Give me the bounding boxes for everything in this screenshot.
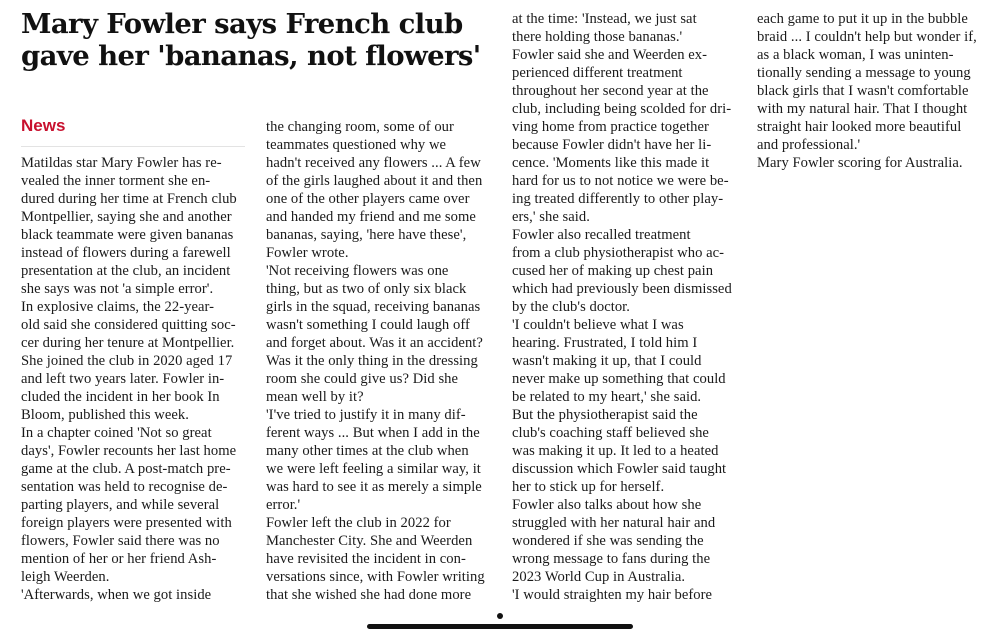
article-text-line: many other times at the club when (266, 443, 469, 459)
article-text-line: each game to put it up in the bubble (757, 11, 968, 27)
article-text-line: have revisited the incident in con- (266, 551, 466, 567)
article-headline: Mary Fowler says French club gave her 'bananas, not flowers' (21, 8, 481, 72)
article-text-line: cer during her tenure at Montpellier. (21, 335, 235, 351)
article-text-line: instead of flowers during a farewell (21, 245, 231, 261)
article-text-line: She joined the club in 2020 aged 17 (21, 353, 233, 369)
article-text-line: wondered if she was sending the (512, 533, 704, 549)
article-text-line: ing treated differently to other play- (512, 191, 724, 207)
article-text-line: ers,' she said. (512, 209, 590, 225)
article-text-line: In explosive claims, the 22-year- (21, 299, 215, 315)
article-text-line: perienced different treatment (512, 65, 683, 81)
article-text-line: she says was not 'a simple error'. (21, 281, 214, 297)
article-text-line: Fowler also recalled treatment (512, 227, 691, 243)
article-text-line: never make up something that could (512, 371, 726, 387)
article-text-line: her to stick up for herself. (512, 479, 665, 495)
article-text-line: throughout her second year at the (512, 83, 709, 99)
article-text-line: 'I would straighten my hair before (512, 587, 713, 603)
article-text-line: was hard to see it as merely a simple (266, 479, 482, 495)
article-text-line: 2023 World Cup in Australia. (512, 569, 686, 585)
article-text-line: Montpellier, saying she and another (21, 209, 232, 225)
article-text-line: tionally sending a message to young (757, 65, 971, 81)
article-text-line: parting players, and while several (21, 497, 220, 513)
home-indicator-bar[interactable] (367, 624, 633, 629)
article-text-line: versations since, with Fowler writing (266, 569, 485, 585)
article-text-line: there holding those bananas.' (512, 29, 683, 45)
article-text-line: dured during her time at French club (21, 191, 237, 207)
article-text-line: 'I've tried to justify it in many dif- (266, 407, 466, 423)
article-text-line: 'Afterwards, when we got inside (21, 587, 212, 603)
article-text-line: Fowler said she and Weerden ex- (512, 47, 708, 63)
article-text-line: game at the club. A post-match pre- (21, 461, 231, 477)
article-text-line: struggled with her natural hair and (512, 515, 716, 531)
article-text-line: girls in the squad, receiving bananas (266, 299, 481, 315)
article-text-line: hearing. Frustrated, I told him I (512, 335, 698, 351)
article-text-line: with my natural hair. That I thought (757, 101, 968, 117)
article-text-line: Matildas star Mary Fowler has re- (21, 155, 222, 171)
article-text-line: club, including being scolded for dri- (512, 101, 732, 117)
article-text-line: hard for us to not notice we were be- (512, 173, 729, 189)
article-text-line: and professional.' (757, 137, 861, 153)
article-text-line: wasn't making it up, that I could (512, 353, 702, 369)
article-text-line: vealed the inner torment she en- (21, 173, 211, 189)
article-text-line: and left two years later. Fowler in- (21, 371, 225, 387)
article-text-line: Fowler left the club in 2022 for (266, 515, 451, 531)
article-text-line: mention of her or her friend Ash- (21, 551, 217, 567)
article-text-line: flowers, Fowler said there was no (21, 533, 220, 549)
article-text-line: one of the other players came over (266, 191, 470, 207)
article-text-line: Fowler wrote. (266, 245, 349, 261)
article-text-line: Manchester City. She and Weerden (266, 533, 473, 549)
article-text-line: leigh Weerden. (21, 569, 110, 585)
article-text-line: ving home from practice together (512, 119, 709, 135)
article-text-line: Bloom, published this week. (21, 407, 189, 423)
article-text-line: black girls that I wasn't comfortable (757, 83, 969, 99)
article-text-line: from a club physiotherapist who ac- (512, 245, 725, 261)
article-text-line: 'I couldn't believe what I was (512, 317, 684, 333)
article-text-line: club's coaching staff believed she (512, 425, 709, 441)
article-text-line: bananas, saying, 'here have these', (266, 227, 467, 243)
article-text-line: cused her of making up chest pain (512, 263, 714, 279)
article-text-line: presentation at the club, an incident (21, 263, 231, 279)
article-text-line: of the girls laughed about it and then (266, 173, 483, 189)
article-text-line: sentation was held to recognise de- (21, 479, 228, 495)
article-text-line: at the time: 'Instead, we just sat (512, 11, 697, 27)
article-text-line: teammates questioned why we (266, 137, 447, 153)
article-text-line: In a chapter coined 'Not so great (21, 425, 212, 441)
article-text-line: mean well by it? (266, 389, 364, 405)
article-text-line: cluded the incident in her book In (21, 389, 220, 405)
article-text-line: by the club's doctor. (512, 299, 630, 315)
article-text-line: wrong message to fans during the (512, 551, 711, 567)
article-text-line: braid ... I couldn't help but wonder if, (757, 29, 977, 45)
article-text-line: and handed my friend and me some (266, 209, 476, 225)
article-text-line: as a black woman, I was uninten- (757, 47, 954, 63)
article-text-line: and forget about. Was it an accident? (266, 335, 483, 351)
article-text-line: which had previously been dismissed (512, 281, 732, 297)
page-indicator-dot (497, 613, 503, 619)
section-label: News (21, 116, 245, 147)
article-text-line: be related to my heart,' she said. (512, 389, 702, 405)
article-text-line: that she wished she had done more (266, 587, 472, 603)
article-text-line: black teammate were given bananas (21, 227, 234, 243)
article-text-line: the changing room, some of our (266, 119, 454, 135)
article-text-line: But the physiotherapist said the (512, 407, 698, 423)
article-text-line: hadn't received any flowers ... A few (266, 155, 481, 171)
article-text-line: 'Not receiving flowers was one (266, 263, 449, 279)
article-text-line: error.' (266, 497, 301, 513)
article-text-line: ferent ways ... But when I add in the (266, 425, 480, 441)
article-text-line: cence. 'Moments like this made it (512, 155, 710, 171)
article-text-line: because Fowler didn't have her li- (512, 137, 712, 153)
article-text-line: we were left feeling a similar way, it (266, 461, 481, 477)
article-text-line: Fowler also talks about how she (512, 497, 702, 513)
article-text-line: old said she considered quitting soc- (21, 317, 236, 333)
article-text-line: discussion which Fowler said taught (512, 461, 727, 477)
article-text-line: Mary Fowler scoring for Australia. (757, 155, 963, 171)
article-text-line: straight hair looked more beautiful (757, 119, 962, 135)
article-text-line: room she could give us? Did she (266, 371, 459, 387)
article-text-line: was making it up. It led to a heated (512, 443, 719, 459)
article-text-line: thing, but as two of only six black (266, 281, 467, 297)
article-text-line: days', Fowler recounts her last home (21, 443, 237, 459)
article-text-line: Was it the only thing in the dressing (266, 353, 478, 369)
article-text-line: foreign players were presented with (21, 515, 232, 531)
article-text-line: wasn't something I could laugh off (266, 317, 470, 333)
